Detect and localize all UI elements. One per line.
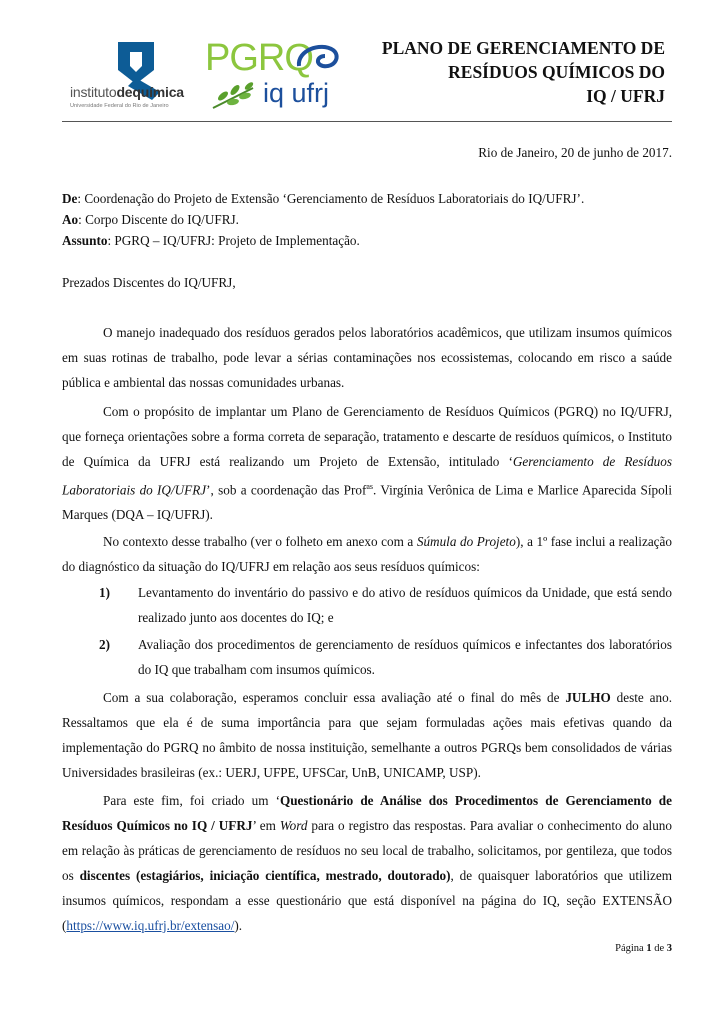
p5-text-h: ). — [234, 918, 243, 933]
iq-logo-subtitle: Universidade Federal do Rio de Janeiro — [70, 103, 169, 109]
p4-month: JULHO — [565, 690, 611, 705]
greeting: Prezados Discentes do IQ/UFRJ, — [62, 275, 236, 290]
p5-text-a: Para este fim, foi criado um ‘ — [103, 793, 280, 808]
header-divider — [62, 121, 672, 122]
p3-sumula: Súmula do Projeto — [416, 534, 516, 549]
pgrq-swirl-icon — [295, 42, 341, 76]
p2-text-d: . Virgínia Verônica de Lima e Marlice Aparecida Sípoli Marques (DQA – IQ/UFRJ). — [62, 482, 673, 523]
memo-to-label: Ao — [62, 212, 79, 227]
extensao-link[interactable]: https://www.iq.ufrj.br/extensao/ — [66, 918, 235, 933]
paragraph-1: O manejo inadequado dos resíduos gerados pelos laboratórios acadêmicos, que utilizam insumos químicos em suas rotinas de trabalho, pode levar a sérias contaminações nos ecossistemas, colocando em risco a saúde pública e ambiental das nossas comunidades urbanas. — [62, 325, 672, 390]
list-item-1 — [99, 580, 672, 630]
p5-text-e: para o registro das respostas. Para avaliar o conhecimento do aluno em relação às práticas de gerenciamento de resíduos no seu local de trabalho, solicitamos, por gentileza, que todos os — [62, 818, 672, 883]
p2-text-c: ’, sob a coordenação das Prof — [206, 482, 367, 498]
list-text: Levantamento do inventário do passivo e do ativo de resíduos químicos da Unidade, que está sendo realizado junto aos docentes do IQ; e — [138, 585, 672, 625]
p5-students: discentes (estagiários, iniciação científica, mestrado, doutorado) — [79, 868, 451, 883]
footer-of: de — [651, 943, 667, 954]
memo-to — [62, 209, 672, 230]
document-title — [340, 36, 665, 108]
pgrq-logo-text: PGRQ — [205, 37, 313, 79]
p5-word: Word — [279, 818, 308, 833]
p5-text-c: ’ em — [252, 818, 280, 833]
iq-logo-name-bold: dequímica — [116, 84, 184, 100]
title-line-2: RESÍDUOS QUÍMICOS DO — [448, 62, 665, 82]
leaf-branch-icon — [209, 82, 259, 112]
list-number: 2) — [99, 637, 110, 652]
title-line-1: PLANO DE GERENCIAMENTO DE — [381, 38, 665, 58]
p4-text-a: Com a sua colaboração, esperamos concluir essa avaliação até o final do mês de — [103, 690, 566, 705]
p2-sup: as — [366, 482, 374, 491]
memo-block — [62, 188, 672, 251]
p4-text-c: deste ano. Ressaltamos que ela é de suma importância para que sejam formuladas ações mais efetivas quando da implementação do PGRQ no âmbito de nossa instituição, semelhante a outros PGRQs bem consolidados de várias Universidades brasileiras (ex.: UERJ, UFPE, UFSCar, UnB, UNICAMP, USP). — [62, 690, 673, 780]
letter-date: Rio de Janeiro, 20 de junho de 2017. — [478, 145, 672, 160]
paragraph-5 — [62, 788, 672, 938]
footer-page: 1 — [646, 943, 652, 954]
instituto-quimica-logo — [70, 40, 200, 118]
p3-text-c: ), a 1º fase inclui a realização do diagnóstico da situação do IQ/UFRJ em relação aos seus resíduos químicos: — [62, 534, 672, 574]
p2-project-title: Gerenciamento de Resíduos Laboratoriais do IQ/UFRJ — [62, 454, 672, 498]
paragraph-3 — [62, 529, 672, 579]
p5-questionnaire-title: Questionário de Análise dos Procedimentos de Gerenciamento de Resíduos Químicos no IQ / UFRJ — [62, 793, 672, 833]
memo-from-label: De — [62, 191, 78, 206]
footer-total: 3 — [666, 943, 672, 954]
memo-from — [62, 188, 672, 209]
list-text: Avaliação dos procedimentos de gerenciamento de resíduos químicos e infectantes dos laboratórios do IQ que trabalham com insumos químicos. — [138, 637, 672, 677]
pgrq-logo-subtext: iq ufrj — [263, 78, 330, 108]
list-item-2 — [99, 632, 672, 682]
page-footer — [615, 943, 672, 954]
paragraph-2 — [62, 399, 672, 527]
p3-text-a: No contexto desse trabalho (ver o folheto em anexo com a — [103, 534, 417, 549]
memo-subject — [62, 230, 672, 251]
list-number: 1) — [99, 585, 110, 600]
paragraph-4 — [62, 685, 672, 785]
iq-logo-name — [70, 84, 200, 100]
pgrq-logo — [205, 38, 340, 118]
iq-logo-name-light: instituto — [70, 84, 117, 100]
p5-text-g: , de quaisquer laboratórios que utilizem insumos químicos, respondam a esse questionário que está disponível na página do IQ, seção EXTENSÃO ( — [62, 868, 672, 933]
memo-from-value: : Coordenação do Projeto de Extensão ‘Gerenciamento de Resíduos Laboratoriais do IQ/UFRJ’. — [77, 191, 585, 206]
p2-text-a: Com o propósito de implantar um Plano de Gerenciamento de Resíduos Químicos (PGRQ) no IQ/UFRJ, que forneça orientações sobre a forma correta de separação, tratamento e descarte de resíduos químicos, o Instituto de Química da UFRJ está realizando um Projeto de Extensão, intitulado ‘ — [62, 404, 672, 469]
footer-label: Página — [615, 943, 647, 954]
memo-subject-value: : PGRQ – IQ/UFRJ: Projeto de Implementação. — [107, 233, 360, 248]
memo-to-value: : Corpo Discente do IQ/UFRJ. — [78, 212, 239, 227]
title-line-3: IQ / UFRJ — [586, 86, 665, 106]
memo-subject-label: Assunto — [62, 233, 108, 248]
